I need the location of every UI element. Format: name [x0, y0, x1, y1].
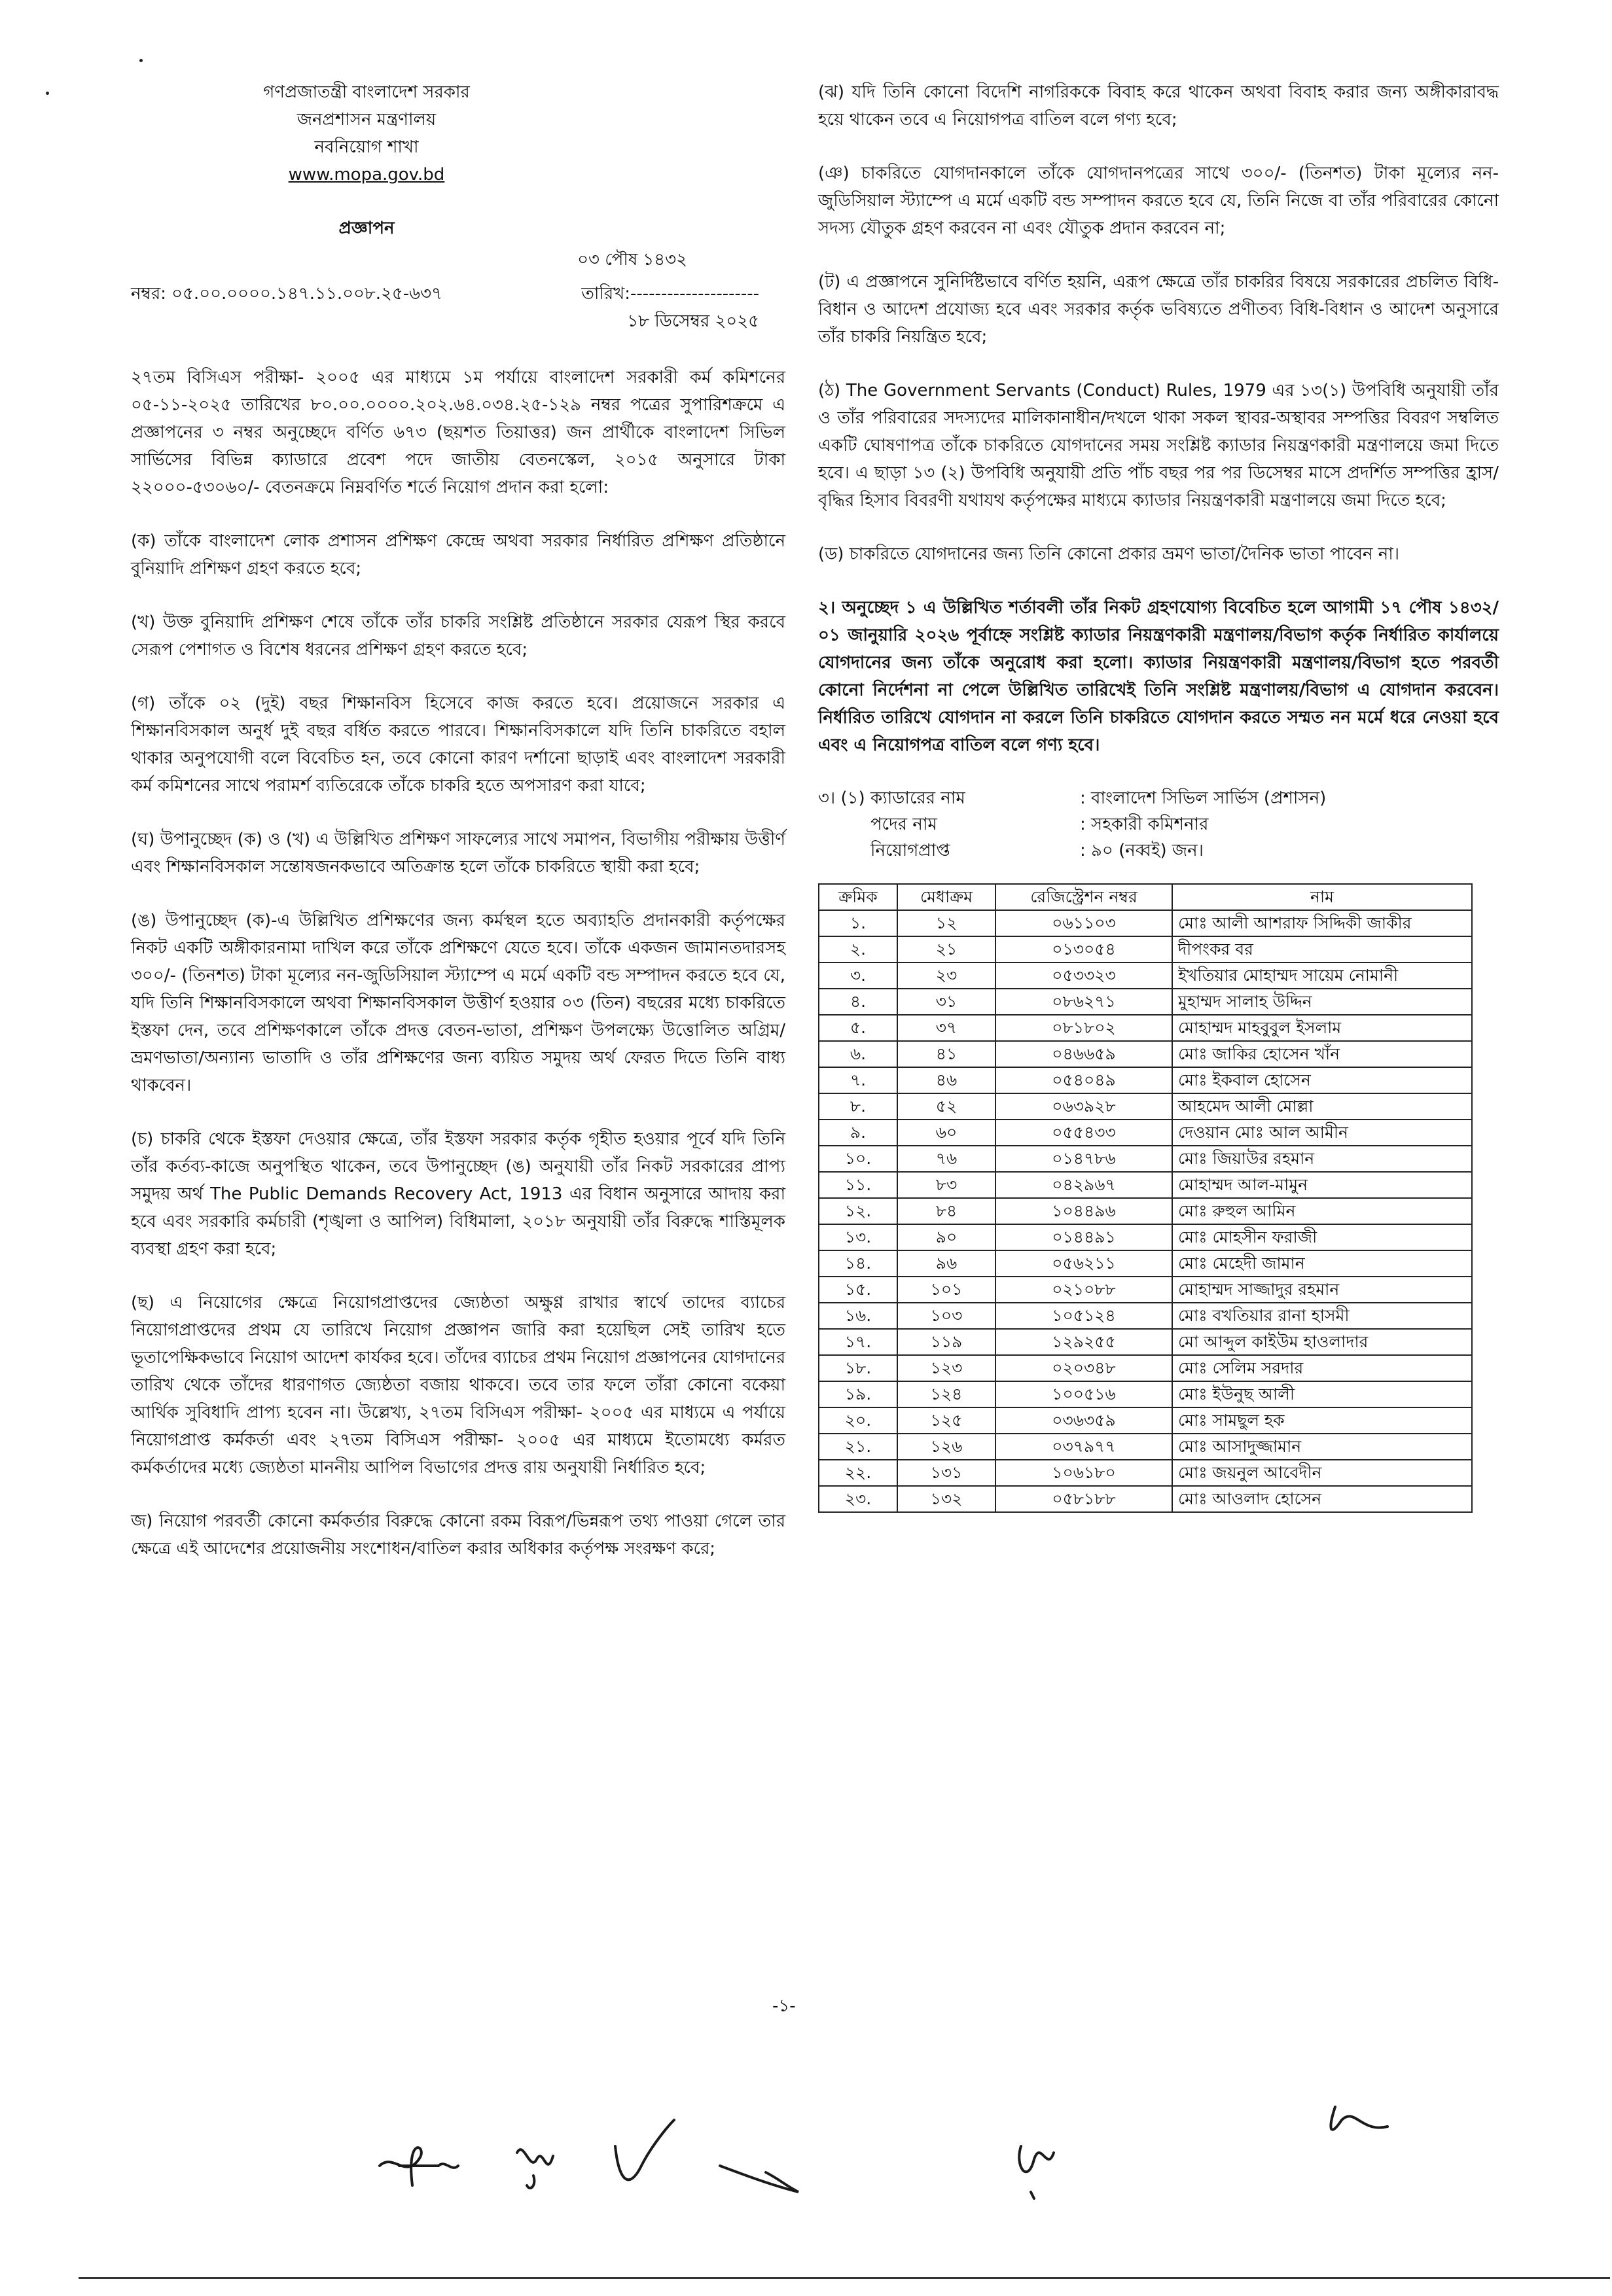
serial-cell: ১৬. — [819, 1303, 897, 1329]
signature-6 — [1331, 2107, 1388, 2130]
name-cell: মোঃ ইউনুছ আলী — [1172, 1381, 1472, 1407]
name-cell: দীপংকর বর — [1172, 936, 1472, 963]
cadre-name-label: ক্যাডারের নাম — [870, 788, 965, 808]
scan-speck — [139, 59, 143, 62]
signature-3 — [615, 2120, 674, 2180]
appointed-count-label: নিয়োগপ্রাপ্ত — [870, 841, 950, 860]
serial-cell: ১০. — [819, 1146, 897, 1172]
serial-cell: ১২. — [819, 1198, 897, 1224]
post-name-value: : সহকারী কমিশনার — [1080, 815, 1209, 834]
table-row — [819, 1486, 1472, 1512]
merit-cell: ৩৭ — [897, 1015, 995, 1041]
registration-cell: ০৫৫৪৩৩ — [995, 1120, 1172, 1146]
serial-cell: ২৩. — [819, 1486, 897, 1512]
condition-ga: (গ) তাঁকে ০২ (দুই) বছর শিক্ষানবিস হিসেবে কাজ করতে হবে। প্রয়োজনে সরকার এ শিক্ষানবিসকাল অনুর্ধ দুই বছর বর্ধিত করতে পারবে। শিক্ষানবিসকালে যদি তিনি চাকরিতে বহাল থাকার অনুপযোগী বলে বিবেচিত হন, তবে কোনো কারণ দর্শানো ছাড়াই এবং বাংলাদেশ সরকারী কর্ম কমিশনের সাথে পরামর্শ ব্যতিরেকে তাঁকে চাকরি হতে অপসারণ করা যাবে; — [131, 694, 785, 796]
memo-line — [131, 280, 785, 308]
condition-jha: (ঝ) যদি তিনি কোনো বিদেশি নাগরিককে বিবাহ করে থাকেন অথবা বিবাহ করার জন্য অঙ্গীকারাবদ্ধ হয়ে থাকেন তবে এ নিয়োগপত্র বাতিল বলে গণ্য হবে; — [818, 82, 1499, 130]
appointee-table — [818, 883, 1473, 1513]
section-number: ৩। (১) — [818, 788, 865, 808]
post-name-label: পদের নাম — [870, 815, 937, 834]
merit-cell: ৩১ — [897, 989, 995, 1015]
table-row — [819, 1460, 1472, 1486]
serial-cell: ২. — [819, 936, 897, 963]
condition-ta: (ট) এ প্রজ্ঞাপনে সুনির্দিষ্টভাবে বর্ণিত হয়নি, এরূপ ক্ষেত্রে তাঁর চাকরির বিষয়ে সরকারের প্রচলিত বিধি-বিধান ও আদেশ প্রযোজ্য হবে এবং সরকার কর্তৃক ভবিষ্যতে প্রণীতব্য বিধি-বিধান ও আদেশ অনুসারে তাঁর চাকরি নিয়ন্ত্রিত হবে; — [818, 272, 1499, 347]
name-cell: মুহাম্মদ সালাহ উদ্দিন — [1172, 989, 1472, 1015]
name-cell: মো আব্দুল কাইউম হাওলাদার — [1172, 1329, 1472, 1355]
signature-1 — [380, 2147, 458, 2185]
table-row — [819, 936, 1472, 963]
condition-ka: (ক) তাঁকে বাংলাদেশ লোক প্রশাসন প্রশিক্ষণ কেন্দ্রে অথবা সরকার নির্ধারিত প্রশিক্ষণ প্রতিষ্ঠানে বুনিয়াদি প্রশিক্ষণ গ্রহণ করতে হবে; — [131, 531, 785, 578]
condition-tha: (ঠ) The Government Servants (Conduct) Rules, 1979 এর ১৩(১) উপবিধি অনুযায়ী তাঁর ও তাঁর পরিবারের সদস্যদের মালিকানাধীন/দখলে থাকা সকল স্থাবর-অস্থাবর সম্পত্তির বিবরণ সম্বলিত একটি ঘোষণাপত্র তাঁকে চাকরিতে যোগদানের সময় সংশ্লিষ্ট ক্যাডার নিয়ন্ত্রণকারী মন্ত্রণালয়ে জমা দিতে হবে। এ ছাড়া ১৩ (২) উপবিধি অনুযায়ী প্রতি পাঁচ বছর পর পর ডিসেম্বর মাসে প্রদর্শিত সম্পত্তির হ্রাস/বৃদ্ধির হিসাব বিবরণী যথাযথ কর্তৃপক্ষের মাধ্যমে ক্যাডার নিয়ন্ত্রণকারী মন্ত্রণালয়ে জমা দিতে হবে; — [818, 381, 1499, 510]
table-row — [819, 1041, 1472, 1067]
registration-cell: ০৫৬২১১ — [995, 1250, 1172, 1277]
table-row — [819, 963, 1472, 989]
column-header: মেধাক্রম — [897, 884, 995, 910]
serial-cell: ৫. — [819, 1015, 897, 1041]
name-cell: মোঃ মেহেদী জামান — [1172, 1250, 1472, 1277]
merit-cell: ১০৩ — [897, 1303, 995, 1329]
name-cell: মোঃ জাকির হোসেন খাঁন — [1172, 1041, 1472, 1067]
table-row — [819, 1355, 1472, 1381]
appointed-count-value: : ৯০ (নব্বই) জন। — [1080, 841, 1204, 860]
cadre-name-row — [818, 785, 1499, 811]
registration-cell: ০২১০৮৮ — [995, 1277, 1172, 1303]
merit-cell: ১২৬ — [897, 1434, 995, 1460]
merit-cell: ৮৩ — [897, 1172, 995, 1198]
name-cell: মোঃ আলী আশরাফ সিদ্দিকী জাকীর — [1172, 910, 1472, 936]
serial-cell: ১৯. — [819, 1381, 897, 1407]
appointed-count-row — [818, 838, 1499, 864]
table-row — [819, 1093, 1472, 1120]
condition-umo: (ঙ) উপানুচ্ছেদ (ক)-এ উল্লিখিত প্রশিক্ষণের জন্য কর্মস্থল হতে অব্যাহতি প্রদানকারী কর্তৃপক্ষের নিকট একটি অঙ্গীকারনামা দাখিল করে তাঁকে প্রশিক্ষণে যেতে হবে। তাঁকে একজন জামানতদারসহ ৩০০/- (তিনশত) টাকা মূল্যের নন-জুডিসিয়াল স্ট্যাম্পে এ মর্মে একটি বন্ড সম্পাদন করতে হবে যে, যদি তিনি শিক্ষানবিসকালে অথবা শিক্ষানবিসকাল উত্তীর্ণ হওয়ার ০৩ (তিন) বছরের মধ্যে চাকরিতে ইস্তফা দেন, তবে প্রশিক্ষণকালে তাঁকে প্রদত্ত বেতন-ভাতা, প্রশিক্ষণ উপলক্ষ্যে উত্তোলিত অগ্রিম/ভ্রমণভাতা/অন্যান্য ভাতাদি ও তাঁর প্রশিক্ষণের জন্য ব্যয়িত সমুদয় অর্থ ফেরত দিতে তিনি বাধ্য থাকবেন। — [131, 911, 785, 1095]
merit-cell: ১২৪ — [897, 1381, 995, 1407]
section-name: নবনিয়োগ শাখা — [314, 137, 419, 157]
name-cell: আহমেদ আলী মোল্লা — [1172, 1093, 1472, 1120]
name-cell: মোঃ মোহসীন ফরাজী — [1172, 1224, 1472, 1250]
merit-cell: ১৩২ — [897, 1486, 995, 1512]
name-cell: মোঃ রুহুল আমিন — [1172, 1198, 1472, 1224]
condition-kha: (খ) উক্ত বুনিয়াদি প্রশিক্ষণ শেষে তাঁকে তাঁর চাকরি সংশ্লিষ্ট প্রতিষ্ঠানে সরকার যেরূপ স্থির করবে সেরূপ পেশাগত ও বিশেষ ধরনের প্রশিক্ষণ গ্রহণ করতে হবে; — [131, 612, 785, 660]
table-header-row — [819, 884, 1472, 910]
table-row — [819, 1329, 1472, 1355]
table-row — [819, 1303, 1472, 1329]
date-english: ১৮ ডিসেম্বর ২০২৫ — [627, 311, 759, 331]
name-cell: মোঃ জিয়াউর রহমান — [1172, 1146, 1472, 1172]
merit-cell: ৯০ — [897, 1224, 995, 1250]
date-bengali: ০৩ পৌষ ১৪৩২ — [577, 250, 687, 270]
registration-cell: ০১৩০৫৪ — [995, 936, 1172, 963]
condition-da: (ড) চাকরিতে যোগদানের জন্য তিনি কোনো প্রকার ভ্রমণ ভাতা/দৈনিক ভাতা পাবেন না। — [818, 544, 1400, 564]
serial-cell: ১১. — [819, 1172, 897, 1198]
signature-4 — [720, 2166, 798, 2192]
right-column — [818, 79, 1499, 1513]
registration-cell: ১০৫১২৪ — [995, 1303, 1172, 1329]
cadre-info — [818, 785, 1499, 864]
registration-cell: ০২০৩৪৮ — [995, 1355, 1172, 1381]
serial-cell: ৯. — [819, 1120, 897, 1146]
serial-cell: ২০. — [819, 1407, 897, 1434]
serial-cell: ১৫. — [819, 1277, 897, 1303]
column-header: ক্রমিক — [819, 884, 897, 910]
serial-cell: ১৪. — [819, 1250, 897, 1277]
merit-cell: ৯৬ — [897, 1250, 995, 1277]
table-body — [819, 910, 1472, 1512]
name-cell: মোহাম্মদ মাহবুবুল ইসলাম — [1172, 1015, 1472, 1041]
registration-cell: ০৫৩৩২৩ — [995, 963, 1172, 989]
serial-cell: ১. — [819, 910, 897, 936]
merit-cell: ৪৬ — [897, 1067, 995, 1093]
merit-cell: ১১৯ — [897, 1329, 995, 1355]
merit-cell: ১২৩ — [897, 1355, 995, 1381]
registration-cell: ১০৬১৮০ — [995, 1460, 1172, 1486]
bottom-rule — [79, 2277, 1610, 2279]
table-row — [819, 1172, 1472, 1198]
intro-paragraph: ২৭তম বিসিএস পরীক্ষা- ২০০৫ এর মাধ্যমে ১ম পর্যায়ে বাংলাদেশ সরকারী কর্ম কমিশনের ০৫-১১-২০২৫ তারিখের ৮০.০০.০০০০.২০২.৬৪.০৩৪.২৫-১২৯ নম্বর পত্রের সুপারিশক্রমে এ প্রজ্ঞাপনের ৩ নম্বর অনুচ্ছেদে বর্ণিত ৬৭৩ (ছয়শত তিয়াত্তর) জন প্রার্থীকে বাংলাদেশ সিভিল সার্ভিসের বিভিন্ন ক্যাডারে প্রবেশ পদে জাতীয় বেতনস্কেল, ২০১৫ অনুসারে টাকা ২২০০০-৫৩০৬০/- বেতনক্রমে নিম্নবর্ণিত শর্তে নিয়োগ প্রদান করা হলো: — [131, 368, 785, 497]
merit-cell: ১২৫ — [897, 1407, 995, 1434]
condition-cha: (চ) চাকরি থেকে ইস্তফা দেওয়ার ক্ষেত্রে, তাঁর ইস্তফা সরকার কর্তৃক গৃহীত হওয়ার পূর্বে যদি তিনি তাঁর কর্তব্য-কাজে অনুপস্থিত থাকেন, তবে উপানুচ্ছেদ (ঙ) অনুযায়ী তাঁর নিকট সরকারের প্রাপ্য সমুদয় অর্থ The Public Demands Recovery Act, 1913 এর বিধান অনুসারে আদায় করা হবে এবং সরকারি কর্মচারী (শৃঙ্খলা ও আপিল) বিধিমালা, ২০১৮ অনুযায়ী তাঁর বিরুদ্ধে শাস্তিমূলক ব্যবস্থা গ্রহণ করা হবে; — [131, 1129, 785, 1259]
serial-cell: ৪. — [819, 989, 897, 1015]
serial-cell: ১৩. — [819, 1224, 897, 1250]
table-row — [819, 1434, 1472, 1460]
table-row — [819, 1224, 1472, 1250]
condition-chha: (ছ) এ নিয়োগের ক্ষেত্রে নিয়োগপ্রাপ্তদের জ্যেষ্ঠতা অক্ষুণ্ণ রাখার স্বার্থে তাদের ব্যাচের নিয়োগপ্রাপ্তদের প্রথম যে তারিখে নিয়োগ প্রজ্ঞাপন জারি করা হয়েছিল সেই তারিখ হতে ভূতাপেক্ষিকভাবে নিয়োগ আদেশ কার্যকর হবে। তাঁদের ব্যাচের প্রথম নিয়োগ প্রজ্ঞাপনের যোগদানের তারিখ থেকে তাঁদের ধারণাগত জ্যেষ্ঠতা বজায় থাকবে। তবে তার ফলে তাঁরা কোনো বকেয়া আর্থিক সুবিধাদি প্রাপ্য হবেন না। উল্লেখ্য, ২৭তম বিসিএস পরীক্ষা- ২০০৫ এর মাধ্যমে এ পর্যায়ে নিয়োগপ্রাপ্ত কর্মকর্তা এবং ২৭তম বিসিএস পরীক্ষা- ২০০৫ এর মাধ্যমে ইতোমধ্যে কর্মরত কর্মকর্তাদের মধ্যে জ্যেষ্ঠতা মাননীয় আপিল বিভাগের প্রদত্ত রায় অনুযায়ী নির্ধারিত হবে; — [131, 1293, 786, 1477]
name-cell: মোঃ আওলাদ হোসেন — [1172, 1486, 1472, 1512]
merit-cell: ২১ — [897, 936, 995, 963]
registration-cell: ০৩৭৯৭৭ — [995, 1434, 1172, 1460]
signatures — [367, 2094, 1479, 2212]
registration-cell: ০৪৬৬৫৯ — [995, 1041, 1172, 1067]
name-cell: দেওয়ান মোঃ আল আমীন — [1172, 1120, 1472, 1146]
merit-cell: ২৩ — [897, 963, 995, 989]
name-cell: মোঃ সেলিম সরদার — [1172, 1355, 1472, 1381]
website-link[interactable]: www.mopa.gov.bd — [288, 165, 445, 185]
name-cell: ইখতিয়ার মোহাম্মদ সায়েম নোমানী — [1172, 963, 1472, 989]
serial-cell: ৭. — [819, 1067, 897, 1093]
registration-cell: ০৫৮১৮৮ — [995, 1486, 1172, 1512]
post-name-row — [818, 811, 1499, 838]
registration-cell: ১০৪৪৯৬ — [995, 1198, 1172, 1224]
letterhead — [170, 79, 563, 242]
condition-gha: (ঘ) উপানুচ্ছেদ (ক) ও (খ) এ উল্লিখিত প্রশিক্ষণ সাফল্যের সাথে সমাপন, বিভাগীয় পরীক্ষায় উত্তীর্ণ এবং শিক্ষানবিসকাল সন্তোষজনকভাবে অতিক্রান্ত হলে তাঁকে চাকরিতে স্থায়ী করা হবে; — [131, 830, 785, 877]
signature-2 — [517, 2149, 553, 2188]
table-row — [819, 1067, 1472, 1093]
registration-cell: ১২৯২৫৫ — [995, 1329, 1172, 1355]
registration-cell: ০৩৬৩৫৯ — [995, 1407, 1172, 1434]
name-cell: মোহাম্মদ আল-মামুন — [1172, 1172, 1472, 1198]
document-type: প্রজ্ঞাপন — [338, 219, 395, 238]
merit-cell: ৮৪ — [897, 1198, 995, 1224]
name-cell: মোঃ জয়নুল আবেদীন — [1172, 1460, 1472, 1486]
table-row — [819, 1277, 1472, 1303]
registration-cell: ০৫৪০৪৯ — [995, 1067, 1172, 1093]
merit-cell: ৪১ — [897, 1041, 995, 1067]
registration-cell: ০৮৬২৭১ — [995, 989, 1172, 1015]
serial-cell: ৮. — [819, 1093, 897, 1120]
left-column — [131, 79, 785, 1589]
serial-cell: ১৭. — [819, 1329, 897, 1355]
merit-cell: ১২ — [897, 910, 995, 936]
serial-cell: ১৮. — [819, 1355, 897, 1381]
merit-cell: ৭৬ — [897, 1146, 995, 1172]
condition-nio: (ঞ) চাকরিতে যোগদানকালে তাঁকে যোগদানপত্রের সাথে ৩০০/- (তিনশত) টাকা মূল্যের নন-জুডিসিয়াল স্ট্যাম্পে এ মর্মে একটি বন্ড সম্পাদন করতে হবে যে, তিনি নিজে বা তাঁর পরিবারের কোনো সদস্য যৌতুক গ্রহণ করবেন না এবং যৌতুক প্রদান করবেন না; — [818, 164, 1499, 238]
ministry-name: জনপ্রশাসন মন্ত্রণালয় — [296, 110, 437, 130]
table-row — [819, 1381, 1472, 1407]
registration-cell: ০৬৩৯২৮ — [995, 1093, 1172, 1120]
registration-cell: ০৪২৯৬৭ — [995, 1172, 1172, 1198]
merit-cell: ৫২ — [897, 1093, 995, 1120]
name-cell: মোহাম্মদ সাজ্জাদুর রহমান — [1172, 1277, 1472, 1303]
serial-cell: ২২. — [819, 1460, 897, 1486]
signature-5 — [1019, 2146, 1054, 2199]
page-number: -১- — [772, 1996, 796, 2016]
serial-cell: ৩. — [819, 963, 897, 989]
condition-ja: জ) নিয়োগ পরবর্তী কোনো কর্মকর্তার বিরুদ্ধে কোনো রকম বিরূপ/ভিন্নরূপ তথ্য পাওয়া গেলে তার ক্ষেত্রে এই আদেশের প্রয়োজনীয় সংশোধন/বাতিল করার অধিকার কর্তৃপক্ষ সংরক্ষণ করে; — [131, 1511, 785, 1559]
column-header: রেজিস্ট্রেশন নম্বর — [995, 884, 1172, 910]
government-name: গণপ্রজাতন্ত্রী বাংলাদেশ সরকার — [263, 82, 470, 102]
scan-speck — [46, 92, 49, 95]
registration-cell: ০১৪৭৮৬ — [995, 1146, 1172, 1172]
registration-cell: ০৬১১০৩ — [995, 910, 1172, 936]
serial-cell: ২১. — [819, 1434, 897, 1460]
name-cell: মোঃ আসাদুজ্জামান — [1172, 1434, 1472, 1460]
table-row — [819, 1250, 1472, 1277]
table-row — [819, 1146, 1472, 1172]
merit-cell: ১০১ — [897, 1277, 995, 1303]
registration-cell: ০৮১৮০২ — [995, 1015, 1172, 1041]
merit-cell: ১৩১ — [897, 1460, 995, 1486]
memo-number: নম্বর: ০৫.০০.০০০০.১৪৭.১১.০০৮.২৫-৬৩৭ — [131, 284, 442, 304]
table-row — [819, 1120, 1472, 1146]
name-cell: মোঃ সামছুল হক — [1172, 1407, 1472, 1434]
table-row — [819, 910, 1472, 936]
name-cell: মোঃ বখতিয়ার রানা হাসমী — [1172, 1303, 1472, 1329]
table-row — [819, 1198, 1472, 1224]
table-row — [819, 989, 1472, 1015]
cadre-name-value: : বাংলাদেশ সিভিল সার্ভিস (প্রশাসন) — [1080, 788, 1327, 808]
name-cell: মোঃ ইকবাল হোসেন — [1172, 1067, 1472, 1093]
registration-cell: ১০০৫১৬ — [995, 1381, 1172, 1407]
serial-cell: ৬. — [819, 1041, 897, 1067]
table-row — [819, 1407, 1472, 1434]
date-label: তারিখ:--------------------- — [581, 284, 759, 304]
table-row — [819, 1015, 1472, 1041]
joining-paragraph: ২। অনুচ্ছেদ ১ এ উল্লিখিত শর্তাবলী তাঁর নিকট গ্রহণযোগ্য বিবেচিত হলে আগামী ১৭ পৌষ ১৪৩২/ ০১ জানুয়ারি ২০২৬ পূর্বাহ্নে সংশ্লিষ্ট ক্যাডার নিয়ন্ত্রণকারী মন্ত্রণালয়/বিভাগ কর্তৃক নির্ধারিত কার্যালয়ে যোগদানের জন্য তাঁকে অনুরোধ করা হলো। ক্যাডার নিয়ন্ত্রণকারী মন্ত্রণালয়/বিভাগ হতে পরবর্তী কোনো নির্দেশনা না পেলে উল্লিখিত তারিখেই তিনি সংশ্লিষ্ট মন্ত্রণালয়/বিভাগ এ যোগদান করবেন। নির্ধারিত তারিখে যোগদান না করলে তিনি চাকরিতে যোগদান করতে সম্মত নন মর্মে ধরে নেওয়া হবে এবং এ নিয়োগপত্র বাতিল বলে গণ্য হবে। — [818, 598, 1499, 755]
merit-cell: ৬০ — [897, 1120, 995, 1146]
column-header: নাম — [1172, 884, 1472, 910]
registration-cell: ০১৪৪৯১ — [995, 1224, 1172, 1250]
